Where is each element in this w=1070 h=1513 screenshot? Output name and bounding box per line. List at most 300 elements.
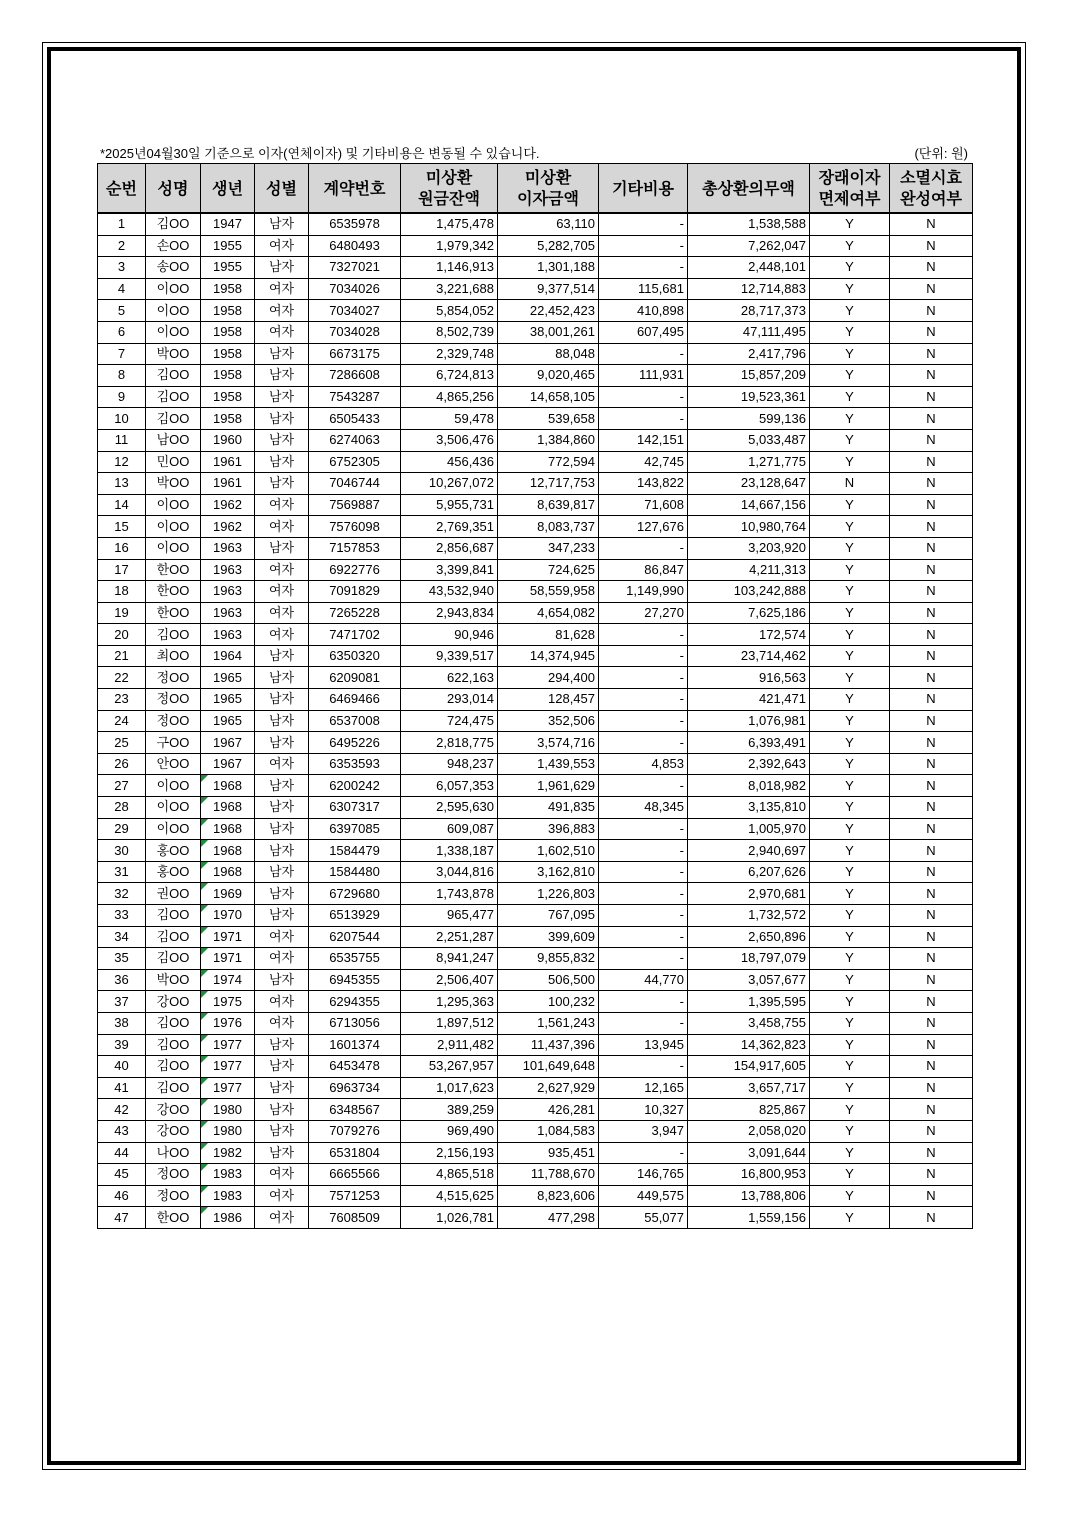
contract-no-cell: 6209081 [309, 667, 401, 689]
table-row [98, 408, 973, 430]
name-cell: 손OO [146, 235, 201, 257]
interest-cell: 128,457 [498, 689, 599, 711]
table-body [98, 213, 973, 1228]
total-cell: 8,018,982 [688, 775, 810, 797]
birth-year-cell: 1962 [201, 516, 255, 538]
interest-cell: 1,301,188 [498, 257, 599, 279]
other-costs-cell: - [599, 905, 688, 927]
contract-no-cell: 6200242 [309, 775, 401, 797]
seq-cell: 47 [98, 1207, 146, 1229]
gender-cell: 남자 [255, 1077, 309, 1099]
name-cell: 김OO [146, 1056, 201, 1078]
seq-cell: 5 [98, 300, 146, 322]
name-cell: 김OO [146, 386, 201, 408]
prescription-cell: N [890, 991, 973, 1013]
birth-year-cell: 1980 [201, 1099, 255, 1121]
interest-cell: 81,628 [498, 624, 599, 646]
total-cell: 3,135,810 [688, 797, 810, 819]
principal-cell: 1,026,781 [401, 1207, 498, 1229]
gender-cell: 여자 [255, 991, 309, 1013]
interest-cell: 1,561,243 [498, 1012, 599, 1034]
interest-waiver-cell: Y [810, 818, 890, 840]
principal-cell: 5,854,052 [401, 300, 498, 322]
prescription-cell: N [890, 732, 973, 754]
interest-cell: 3,574,716 [498, 732, 599, 754]
name-cell: 김OO [146, 213, 201, 235]
table-row [98, 451, 973, 473]
table-row [98, 213, 973, 235]
interest-waiver-cell: Y [810, 494, 890, 516]
interest-cell: 399,609 [498, 926, 599, 948]
interest-cell: 347,233 [498, 537, 599, 559]
gender-cell: 남자 [255, 213, 309, 235]
total-cell: 13,788,806 [688, 1185, 810, 1207]
name-cell: 한OO [146, 581, 201, 603]
birth-year-cell: 1975 [201, 991, 255, 1013]
table-row [98, 991, 973, 1013]
table-row [98, 732, 973, 754]
gender-cell: 여자 [255, 1012, 309, 1034]
birth-year-cell: 1977 [201, 1077, 255, 1099]
seq-cell: 13 [98, 473, 146, 495]
name-cell: 정OO [146, 667, 201, 689]
birth-year-cell: 1986 [201, 1207, 255, 1229]
total-cell: 2,940,697 [688, 840, 810, 862]
principal-cell: 3,506,476 [401, 429, 498, 451]
birth-year-cell: 1960 [201, 429, 255, 451]
interest-waiver-cell: Y [810, 1034, 890, 1056]
gender-cell: 남자 [255, 732, 309, 754]
seq-cell: 46 [98, 1185, 146, 1207]
table-row [98, 840, 973, 862]
principal-cell: 43,532,940 [401, 581, 498, 603]
name-cell: 김OO [146, 1012, 201, 1034]
birth-year-cell: 1967 [201, 753, 255, 775]
interest-cell: 9,377,514 [498, 278, 599, 300]
seq-cell: 38 [98, 1012, 146, 1034]
principal-cell: 5,955,731 [401, 494, 498, 516]
number-stored-as-text-flag-icon [201, 819, 208, 826]
gender-cell: 여자 [255, 1185, 309, 1207]
table-row [98, 797, 973, 819]
interest-waiver-cell: Y [810, 624, 890, 646]
birth-year-cell: 1968 [201, 840, 255, 862]
other-costs-cell: - [599, 991, 688, 1013]
principal-cell: 4,865,256 [401, 386, 498, 408]
principal-cell: 2,595,630 [401, 797, 498, 819]
contract-no-cell: 6207544 [309, 926, 401, 948]
birth-year-cell: 1968 [201, 797, 255, 819]
other-costs-cell: - [599, 775, 688, 797]
seq-cell: 1 [98, 213, 146, 235]
prescription-cell: N [890, 1056, 973, 1078]
number-stored-as-text-flag-icon [201, 1207, 208, 1214]
other-costs-cell: 55,077 [599, 1207, 688, 1229]
birth-year-cell: 1971 [201, 926, 255, 948]
name-cell: 남OO [146, 429, 201, 451]
table-row [98, 257, 973, 279]
prescription-cell: N [890, 257, 973, 279]
contract-no-cell: 7543287 [309, 386, 401, 408]
seq-cell: 39 [98, 1034, 146, 1056]
table-row [98, 473, 973, 495]
principal-cell: 2,769,351 [401, 516, 498, 538]
interest-cell: 8,823,606 [498, 1185, 599, 1207]
table-row [98, 753, 973, 775]
gender-cell: 남자 [255, 969, 309, 991]
principal-cell: 1,146,913 [401, 257, 498, 279]
table-row [98, 689, 973, 711]
interest-waiver-cell: Y [810, 883, 890, 905]
contract-no-cell: 6480493 [309, 235, 401, 257]
seq-cell: 16 [98, 537, 146, 559]
contract-no-cell: 6353593 [309, 753, 401, 775]
principal-cell: 90,946 [401, 624, 498, 646]
birth-year-cell: 1977 [201, 1056, 255, 1078]
contract-no-cell: 7286608 [309, 365, 401, 387]
principal-cell: 53,267,957 [401, 1056, 498, 1078]
table-row [98, 1099, 973, 1121]
other-costs-cell: - [599, 883, 688, 905]
prescription-cell: N [890, 429, 973, 451]
interest-waiver-cell: Y [810, 300, 890, 322]
prescription-cell: N [890, 818, 973, 840]
seq-cell: 43 [98, 1120, 146, 1142]
principal-cell: 2,156,193 [401, 1142, 498, 1164]
name-cell: 이OO [146, 300, 201, 322]
name-cell: 정OO [146, 1185, 201, 1207]
interest-waiver-cell: Y [810, 969, 890, 991]
birth-year-cell: 1958 [201, 343, 255, 365]
prescription-cell: N [890, 537, 973, 559]
table-header-row [98, 164, 973, 214]
seq-cell: 32 [98, 883, 146, 905]
other-costs-cell: - [599, 235, 688, 257]
seq-cell: 6 [98, 321, 146, 343]
gender-cell: 남자 [255, 473, 309, 495]
principal-cell: 6,057,353 [401, 775, 498, 797]
prescription-cell: N [890, 1207, 973, 1229]
birth-year-cell: 1965 [201, 689, 255, 711]
principal-cell: 4,515,625 [401, 1185, 498, 1207]
name-cell: 최OO [146, 645, 201, 667]
total-cell: 2,392,643 [688, 753, 810, 775]
table-row [98, 321, 973, 343]
interest-waiver-cell: N [810, 473, 890, 495]
contract-no-cell: 6537008 [309, 710, 401, 732]
contract-no-cell: 7034026 [309, 278, 401, 300]
name-cell: 이OO [146, 775, 201, 797]
gender-cell: 남자 [255, 1120, 309, 1142]
birth-year-cell: 1958 [201, 278, 255, 300]
table-row [98, 1207, 973, 1229]
other-costs-cell: - [599, 861, 688, 883]
interest-waiver-cell: Y [810, 1207, 890, 1229]
gender-cell: 남자 [255, 818, 309, 840]
birth-year-cell: 1970 [201, 905, 255, 927]
gender-cell: 여자 [255, 948, 309, 970]
birth-year-cell: 1974 [201, 969, 255, 991]
seq-cell: 35 [98, 948, 146, 970]
number-stored-as-text-flag-icon [201, 862, 208, 869]
gender-cell: 여자 [255, 602, 309, 624]
gender-cell: 여자 [255, 926, 309, 948]
contract-no-cell: 6274063 [309, 429, 401, 451]
contract-no-cell: 1601374 [309, 1034, 401, 1056]
other-costs-cell: 1,149,990 [599, 581, 688, 603]
contract-no-cell: 6963734 [309, 1077, 401, 1099]
table-row [98, 1077, 973, 1099]
principal-cell: 3,399,841 [401, 559, 498, 581]
contract-no-cell: 6535755 [309, 948, 401, 970]
name-cell: 안OO [146, 753, 201, 775]
total-cell: 3,091,644 [688, 1142, 810, 1164]
interest-waiver-cell: Y [810, 905, 890, 927]
seq-cell: 30 [98, 840, 146, 862]
other-costs-cell: - [599, 386, 688, 408]
number-stored-as-text-flag-icon [201, 840, 208, 847]
prescription-cell: N [890, 689, 973, 711]
birth-year-cell: 1963 [201, 624, 255, 646]
contract-no-cell: 6453478 [309, 1056, 401, 1078]
number-stored-as-text-flag-icon [201, 927, 208, 934]
birth-year-cell: 1965 [201, 710, 255, 732]
interest-cell: 1,602,510 [498, 840, 599, 862]
seq-cell: 10 [98, 408, 146, 430]
birth-year-cell: 1983 [201, 1164, 255, 1186]
seq-cell: 28 [98, 797, 146, 819]
prescription-cell: N [890, 278, 973, 300]
principal-cell: 2,329,748 [401, 343, 498, 365]
seq-cell: 8 [98, 365, 146, 387]
interest-cell: 9,020,465 [498, 365, 599, 387]
principal-cell: 1,743,878 [401, 883, 498, 905]
seq-cell: 34 [98, 926, 146, 948]
other-costs-cell: - [599, 408, 688, 430]
total-cell: 1,732,572 [688, 905, 810, 927]
interest-waiver-cell: Y [810, 840, 890, 862]
seq-cell: 44 [98, 1142, 146, 1164]
interest-cell: 11,788,670 [498, 1164, 599, 1186]
seq-cell: 40 [98, 1056, 146, 1078]
other-costs-cell: - [599, 1056, 688, 1078]
seq-cell: 25 [98, 732, 146, 754]
birth-year-cell: 1980 [201, 1120, 255, 1142]
principal-cell: 8,502,739 [401, 321, 498, 343]
interest-waiver-cell: Y [810, 775, 890, 797]
other-costs-cell: - [599, 710, 688, 732]
prescription-cell: N [890, 926, 973, 948]
interest-waiver-cell: Y [810, 797, 890, 819]
gender-cell: 여자 [255, 321, 309, 343]
interest-cell: 477,298 [498, 1207, 599, 1229]
number-stored-as-text-flag-icon [201, 883, 208, 890]
number-stored-as-text-flag-icon [201, 1099, 208, 1106]
gender-cell: 여자 [255, 278, 309, 300]
other-costs-cell: 42,745 [599, 451, 688, 473]
contract-no-cell: 6729680 [309, 883, 401, 905]
col-header-seq: 순번 [98, 164, 146, 214]
table-row [98, 581, 973, 603]
interest-cell: 2,627,929 [498, 1077, 599, 1099]
seq-cell: 26 [98, 753, 146, 775]
col-header-total: 총상환의무액 [688, 164, 810, 214]
gender-cell: 남자 [255, 343, 309, 365]
birth-year-cell: 1977 [201, 1034, 255, 1056]
total-cell: 3,458,755 [688, 1012, 810, 1034]
contract-no-cell: 7034028 [309, 321, 401, 343]
principal-cell: 1,475,478 [401, 213, 498, 235]
name-cell: 이OO [146, 321, 201, 343]
interest-cell: 724,625 [498, 559, 599, 581]
prescription-cell: N [890, 213, 973, 235]
prescription-cell: N [890, 602, 973, 624]
interest-cell: 294,400 [498, 667, 599, 689]
prescription-cell: N [890, 624, 973, 646]
seq-cell: 45 [98, 1164, 146, 1186]
total-cell: 3,203,920 [688, 537, 810, 559]
total-cell: 825,867 [688, 1099, 810, 1121]
gender-cell: 남자 [255, 905, 309, 927]
baseline-date-note: *2025년04월30일 기준으로 이자(연체이자) 및 기타비용은 변동될 수 있습니다. [100, 146, 540, 161]
birth-year-cell: 1976 [201, 1012, 255, 1034]
interest-waiver-cell: Y [810, 321, 890, 343]
principal-cell: 4,865,518 [401, 1164, 498, 1186]
number-stored-as-text-flag-icon [201, 991, 208, 998]
gender-cell: 여자 [255, 1164, 309, 1186]
interest-waiver-cell: Y [810, 516, 890, 538]
total-cell: 2,448,101 [688, 257, 810, 279]
birth-year-cell: 1964 [201, 645, 255, 667]
interest-cell: 1,961,629 [498, 775, 599, 797]
contract-no-cell: 7571253 [309, 1185, 401, 1207]
gender-cell: 남자 [255, 365, 309, 387]
interest-cell: 426,281 [498, 1099, 599, 1121]
name-cell: 홍OO [146, 861, 201, 883]
principal-cell: 3,221,688 [401, 278, 498, 300]
interest-waiver-cell: Y [810, 386, 890, 408]
seq-cell: 21 [98, 645, 146, 667]
interest-waiver-cell: Y [810, 861, 890, 883]
other-costs-cell: 607,495 [599, 321, 688, 343]
name-cell: 나OO [146, 1142, 201, 1164]
prescription-cell: N [890, 365, 973, 387]
contract-no-cell: 7034027 [309, 300, 401, 322]
table-row [98, 1120, 973, 1142]
table-row [98, 537, 973, 559]
birth-year-cell: 1958 [201, 300, 255, 322]
table-row [98, 969, 973, 991]
birth-year-cell: 1963 [201, 602, 255, 624]
table-row [98, 883, 973, 905]
table-row [98, 1164, 973, 1186]
number-stored-as-text-flag-icon [201, 905, 208, 912]
prescription-cell: N [890, 840, 973, 862]
other-costs-cell: 86,847 [599, 559, 688, 581]
debt-table [97, 163, 973, 1229]
birth-year-cell: 1968 [201, 818, 255, 840]
interest-waiver-cell: Y [810, 1012, 890, 1034]
gender-cell: 남자 [255, 883, 309, 905]
table-row [98, 343, 973, 365]
table-row [98, 386, 973, 408]
prescription-cell: N [890, 905, 973, 927]
seq-cell: 2 [98, 235, 146, 257]
principal-cell: 10,267,072 [401, 473, 498, 495]
total-cell: 15,857,209 [688, 365, 810, 387]
contract-no-cell: 7327021 [309, 257, 401, 279]
contract-no-cell: 6348567 [309, 1099, 401, 1121]
prescription-cell: N [890, 775, 973, 797]
interest-cell: 5,282,705 [498, 235, 599, 257]
interest-waiver-cell: Y [810, 581, 890, 603]
interest-waiver-cell: Y [810, 710, 890, 732]
other-costs-cell: - [599, 537, 688, 559]
birth-year-cell: 1969 [201, 883, 255, 905]
other-costs-cell: 146,765 [599, 1164, 688, 1186]
total-cell: 172,574 [688, 624, 810, 646]
total-cell: 18,797,079 [688, 948, 810, 970]
interest-waiver-cell: Y [810, 926, 890, 948]
name-cell: 김OO [146, 1077, 201, 1099]
seq-cell: 22 [98, 667, 146, 689]
interest-waiver-cell: Y [810, 451, 890, 473]
principal-cell: 2,506,407 [401, 969, 498, 991]
contract-no-cell: 6945355 [309, 969, 401, 991]
principal-cell: 724,475 [401, 710, 498, 732]
principal-cell: 1,338,187 [401, 840, 498, 862]
prescription-cell: N [890, 969, 973, 991]
birth-year-cell: 1963 [201, 537, 255, 559]
seq-cell: 9 [98, 386, 146, 408]
principal-cell: 609,087 [401, 818, 498, 840]
seq-cell: 33 [98, 905, 146, 927]
total-cell: 1,538,588 [688, 213, 810, 235]
contract-no-cell: 6713056 [309, 1012, 401, 1034]
total-cell: 5,033,487 [688, 429, 810, 451]
principal-cell: 969,490 [401, 1120, 498, 1142]
interest-waiver-cell: Y [810, 732, 890, 754]
seq-cell: 27 [98, 775, 146, 797]
name-cell: 김OO [146, 926, 201, 948]
interest-waiver-cell: Y [810, 278, 890, 300]
gender-cell: 남자 [255, 797, 309, 819]
prescription-cell: N [890, 235, 973, 257]
total-cell: 599,136 [688, 408, 810, 430]
other-costs-cell: 12,165 [599, 1077, 688, 1099]
number-stored-as-text-flag-icon [201, 1121, 208, 1128]
interest-waiver-cell: Y [810, 753, 890, 775]
interest-waiver-cell: Y [810, 257, 890, 279]
interest-cell: 38,001,261 [498, 321, 599, 343]
interest-cell: 11,437,396 [498, 1034, 599, 1056]
contract-no-cell: 6307317 [309, 797, 401, 819]
interest-cell: 58,559,958 [498, 581, 599, 603]
other-costs-cell: 44,770 [599, 969, 688, 991]
gender-cell: 여자 [255, 235, 309, 257]
prescription-cell: N [890, 1034, 973, 1056]
birth-year-cell: 1971 [201, 948, 255, 970]
interest-waiver-cell: Y [810, 537, 890, 559]
total-cell: 1,271,775 [688, 451, 810, 473]
total-cell: 2,650,896 [688, 926, 810, 948]
other-costs-cell: - [599, 624, 688, 646]
total-cell: 2,417,796 [688, 343, 810, 365]
other-costs-cell: - [599, 840, 688, 862]
prescription-cell: N [890, 1120, 973, 1142]
prescription-cell: N [890, 516, 973, 538]
seq-cell: 37 [98, 991, 146, 1013]
